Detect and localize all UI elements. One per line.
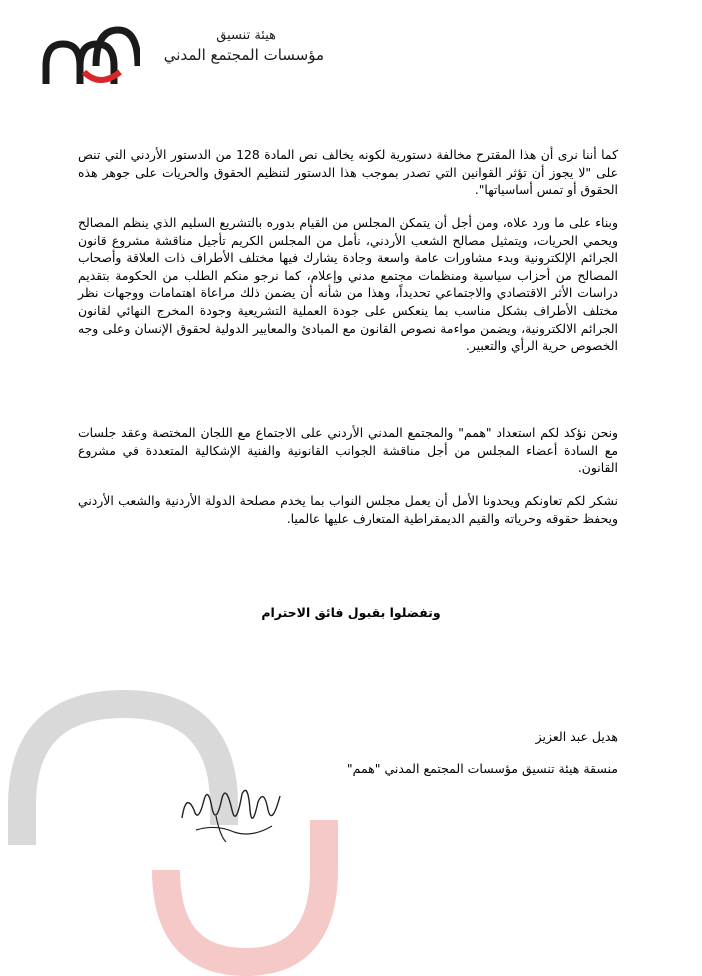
paragraph-request-postponement: وبناء على ما ورد علاه، ومن أجل أن يتمكن المجلس من القيام بدوره بالتشريع السليم الذي ينظم المصالح ويحمي الحريات، ويتمثيل مصالح الشعب الأردني، نأمل من المجلس الكريم تأجيل مناقشة مشروع قانون الجرائم الإلكترونية وبدء مشاورات عامة واسعة وجادة يشارك فيها مختلف الأطراف ذات العلاقة وأصحاب المصالح من أحزاب سياسية ومنظمات مجتمع مدني وإعلام، كما نرجو منكم الطلب من الحكومة بتقديم دراسات الأثر الاقتصادي والاجتماعي تحديداً، وهذا من شأنه أن يضمن ذلك مراعاة اهتمامات ووجهات نظر مختلف الأطراف بشكل مناسب بما ينعكس على جودة العملية التشريعية وجودة المخرج النهائي لقانون الجرائم الالكترونية، ويضمن مواءمة نصوص القانون مع المبادئ والمعايير الدولية لحقوق الإنسان وعلى وجه الخصوص حرية الرأي والتعبير. — [78, 215, 618, 354]
paragraph-thanks: نشكر لكم تعاونكم ويحدونا الأمل أن يعمل مجلس النواب بما يخدم مصلحة الدولة الأردنية والشعب الأردني ويحفظ حقوقه وحرياته والقيم الديمقراطية المتعارف عليها عالميا. — [78, 493, 618, 526]
hemam-logo-icon — [40, 22, 140, 88]
signatory-name: هديل عبد العزيز — [535, 729, 618, 744]
org-name-line1: هيئة تنسيق — [216, 28, 276, 43]
org-name-line2: مؤسسات المجتمع المدني — [163, 46, 324, 64]
logo-left-arch — [46, 44, 80, 84]
signatory-title: منسقة هيئة تنسيق مؤسسات المجتمع المدني "همم" — [346, 761, 618, 776]
paragraph-readiness-to-meet: ونحن نؤكد لكم استعداد "همم" والمجتمع المدني الأردني على الاجتماع مع اللجان المختصة وعقد جلسات مع السادة أعضاء المجلس من أجل مناقشة الجوانب القانونية والفنية الإشكالية المتعددة في مشروع القانون. — [78, 425, 618, 476]
handwritten-signature — [176, 780, 286, 846]
closing-salutation: وتفضلوا بقبول فائق الاحترام — [261, 605, 441, 620]
logo-accent-arc — [84, 72, 120, 80]
paragraph-constitutional-objection: كما أننا نرى أن هذا المقترح مخالفة دستورية لكونه يخالف نص المادة 128 من الدستور الأردني التي تنص على "لا يجوز أن تؤثر القوانين التي تصدر بموجب هذا الدستور لتنظيم الحقوق والحريات على جوهر هذه الحقوق أو تمس أساسياتها". — [78, 147, 618, 198]
